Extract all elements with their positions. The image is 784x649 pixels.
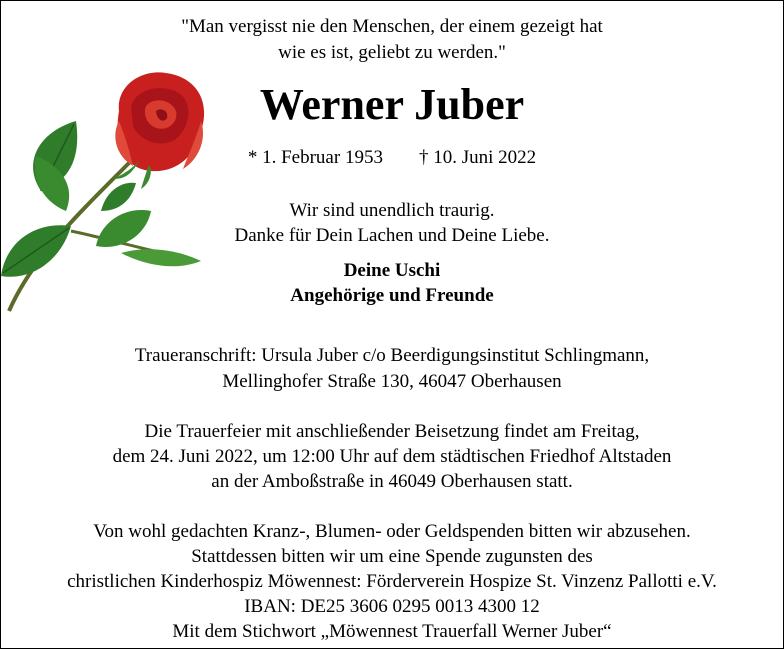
deceased-name: Werner Juber [259, 80, 525, 129]
address-line-1: Traueranschrift: Ursula Juber c/o Beerdigungsinstitut Schlingmann, [134, 345, 650, 366]
message-line-2: Danke für Dein Lachen und Deine Liebe. [234, 225, 550, 246]
donation-line-2: Stattdessen bitten wir um eine Spende zugunsten des [191, 546, 593, 567]
signature-line-1: Deine Uschi [343, 260, 441, 281]
signature-line-2: Angehörige und Freunde [290, 285, 494, 306]
donation-line-1: Von wohl gedachten Kranz-, Blumen- oder Geldspenden bitten wir abzusehen. [93, 521, 691, 542]
quote-line-1: "Man vergisst nie den Menschen, der einem gezeigt hat [181, 16, 603, 37]
donation-iban: IBAN: DE25 3606 0295 0013 4300 12 [244, 596, 540, 617]
life-dates [1, 146, 783, 170]
address-line-2: Mellinghofer Straße 130, 46047 Oberhausen [222, 371, 562, 392]
death-date: † 10. Juni 2022 [418, 147, 537, 168]
donation-line-5: Mit dem Stichwort „Möwennest Trauerfall Werner Juber“ [172, 621, 612, 642]
birth-date: * 1. Februar 1953 [247, 147, 383, 168]
message-line-1: Wir sind unendlich traurig. [289, 200, 495, 221]
donation-line-3: christlichen Kinderhospiz Möwennest: Förderverein Hospize St. Vinzenz Pallotti e.V. [67, 571, 717, 592]
ceremony-line-1: Die Trauerfeier mit anschließender Beisetzung findet am Freitag, [144, 421, 640, 442]
ceremony-line-3: an der Amboßstraße in 46049 Oberhausen statt. [211, 471, 573, 492]
quote-line-2: wie es ist, geliebt zu werden." [278, 42, 506, 63]
ceremony-line-2: dem 24. Juni 2022, um 12:00 Uhr auf dem städtischen Friedhof Altstaden [112, 446, 672, 467]
